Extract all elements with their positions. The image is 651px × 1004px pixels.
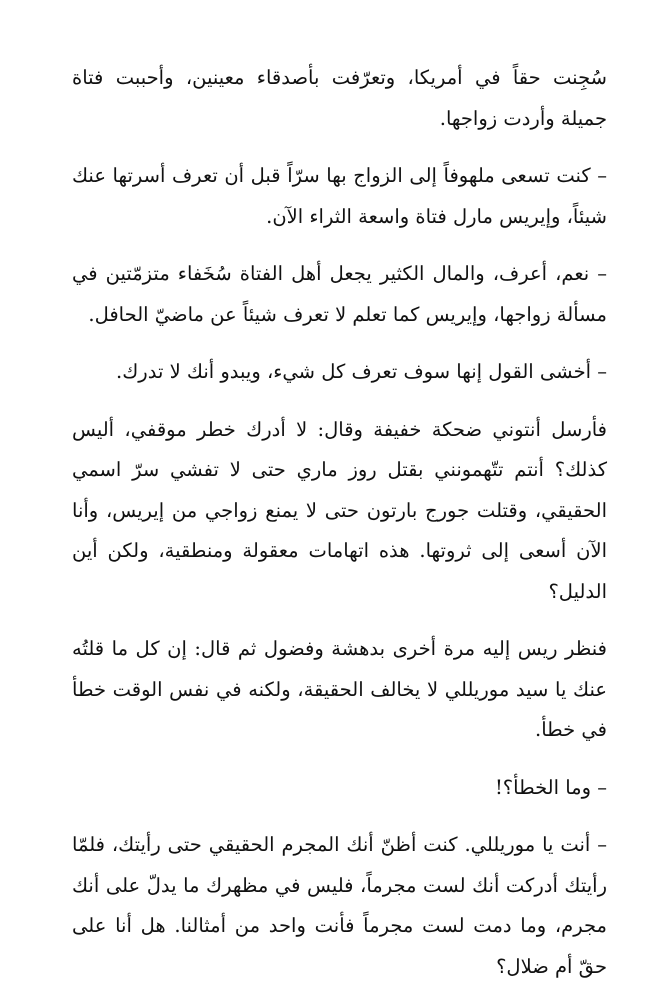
- paragraph-6: فنظر ريس إليه مرة أخرى بدهشة وفضول ثم قال: إن كل ما قلتُه عنك يا سيد موريللي لا يخالف الحقيقة، ولكنه في نفس الوقت خطأ في خطأ.: [72, 637, 607, 741]
- paragraph-3: – نعم، أعرف، والمال الكثير يجعل أهل الفتاة سُخَفاء متزمّتين في مسألة زواجها، وإيريس كما تعلم لا تعرف شيئاً عن ماضيّ الحافل.: [72, 262, 607, 326]
- paragraph-8: – أنت يا موريللي. كنت أظنّ أنك المجرم الحقيقي حتى رأيتك، فلمّا رأيتك أدركت أنك لست مجرماً، فليس في مظهرك ما يدلّ على أنك مجرم، وما دمت لست مجرماً فأنت واحد من أمثالنا. هل أنا على حقّ أم ضلال؟: [72, 833, 607, 978]
- paragraph-5: فأرسل أنتوني ضحكة خفيفة وقال: لا أدرك خطر موقفي، أليس كذلك؟ أنتم تتّهمونني بقتل روز ماري حتى لا تفشي سرّ اسمي الحقيقي، وقتلت جورج بارتون حتى لا يمنع زواجي من إيريس، وأنا الآن أسعى إلى ثروتها. هذه اتهامات معقولة ومنطقية، ولكن أين الدليل؟: [72, 417, 607, 603]
- paragraph-1: سُجِنت حقاً في أمريكا، وتعرّفت بأصدقاء معينين، وأحببت فتاة جميلة وأردت زواجها.: [72, 66, 607, 130]
- paragraph-7: – وما الخطأ؟!: [494, 775, 607, 799]
- paragraph-2: – كنت تسعى ملهوفاً إلى الزواج بها سرّاً قبل أن تعرف أسرتها عنك شيئاً، وإيريس مارل فتاة واسعة الثراء الآن.: [72, 164, 607, 228]
- paragraph-4: – أخشى القول إنها سوف تعرف كل شيء، ويبدو أنك لا تدرك.: [116, 360, 607, 383]
- book-page-text: [72, 58, 607, 1004]
